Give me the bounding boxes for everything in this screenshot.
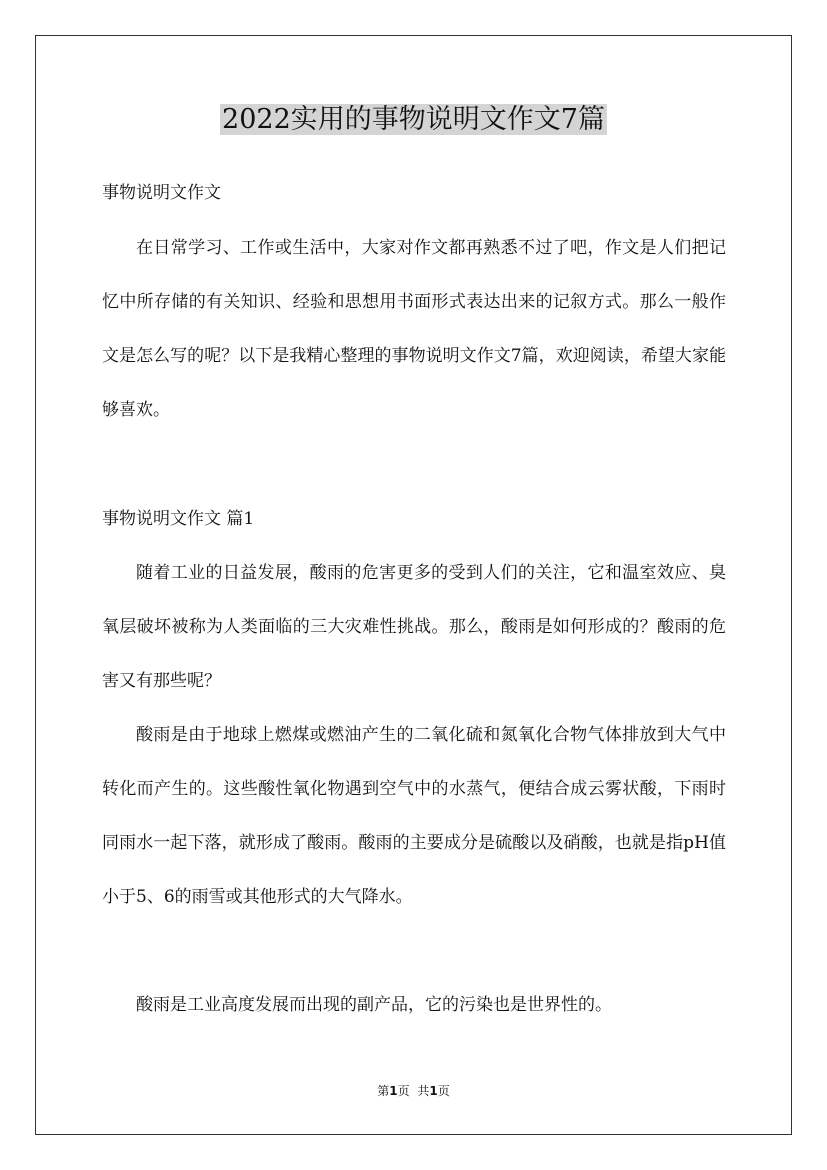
document-title-text: 2022实用的事物说明文作文7篇 (222, 104, 605, 135)
footer-page-current: 1 (389, 1084, 398, 1098)
body-paragraph-1: 随着工业的日益发展，酸雨的危害更多的受到人们的关注，它和温室效应、臭氧层破坏被称为人类面临的三大灾难性挑战。那么，酸雨是如何形成的？酸雨的危害又有那些呢？ (102, 563, 726, 691)
footer-page-suffix: 页 (397, 1084, 410, 1098)
footer-page-total: 1 (429, 1084, 438, 1098)
body-paragraph-3: 酸雨是工业高度发展而出现的副产品，它的污染也是世界性的。 (136, 995, 612, 1015)
intro-paragraph: 在日常学习、工作或生活中，大家对作文都再熟悉不过了吧，作文是人们把记忆中所存储的有关知识、经验和思想用书面形式表达出来的记叙方式。那么一般作文是怎么写的呢？以下是我精心整理的事物说明文作文7篇，欢迎阅读，希望大家能够喜欢。 (102, 238, 726, 420)
footer-total-prefix: 共 (417, 1084, 430, 1098)
document-title (0, 100, 827, 140)
page-footer (0, 1083, 827, 1099)
footer-page-prefix: 第 (377, 1084, 390, 1098)
body-paragraph-2: 酸雨是由于地球上燃煤或燃油产生的二氧化硫和氮氧化合物气体排放到大气中转化而产生的。这些酸性氧化物遇到空气中的水蒸气，便结合成云雾状酸，下雨时同雨水一起下落，就形成了酸雨。酸雨的主要成分是硫酸以及硝酸，也就是指pH值小于5、6的雨雪或其他形式的大气降水。 (102, 725, 726, 907)
intro-heading: 事物说明文作文 (102, 183, 221, 203)
section-heading: 事物说明文作文 篇1 (102, 509, 255, 529)
footer-total-suffix: 页 (437, 1084, 450, 1098)
